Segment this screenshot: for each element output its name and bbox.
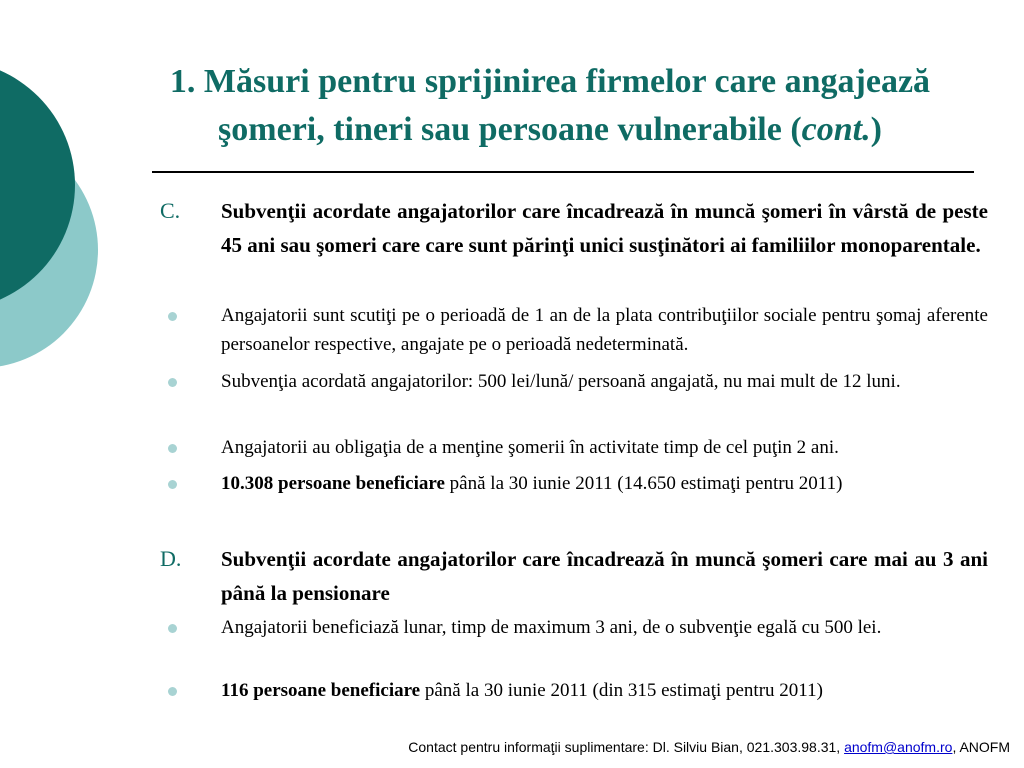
beneficiaries-count: 10.308 persoane beneficiare bbox=[221, 473, 445, 494]
footer-contact-text: Contact pentru informaţii suplimentare: Dl. Silviu Bian, 021.303.98.31, bbox=[408, 739, 845, 755]
contact-email-link[interactable]: anofm@anofm.ro bbox=[844, 739, 953, 755]
title-line-2-text: şomeri, tineri sau persoane vulnerabile ( bbox=[218, 111, 802, 148]
section-d-heading: Subvenţii acordate angajatorilor care încadrează în muncă şomeri care mai au 3 ani până la pensionare bbox=[221, 547, 988, 605]
beneficiaries-detail: până la 30 iunie 2011 (14.650 estimaţi pentru 2011) bbox=[444, 473, 843, 494]
footer-contact bbox=[408, 739, 1010, 755]
bullet-text: Angajatorii beneficiază lunar, timp de maximum 3 ani, de o subvenţie egală cu 500 lei. bbox=[221, 617, 882, 638]
title-line-2-end: ) bbox=[870, 111, 882, 148]
title-cont-italic: cont. bbox=[801, 111, 871, 148]
bullet-icon bbox=[168, 624, 177, 633]
bullet-icon bbox=[168, 312, 177, 321]
section-d-letter: D. bbox=[160, 546, 182, 571]
title-line-1: 1. Măsuri pentru sprijinirea firmelor care angajează bbox=[169, 63, 931, 100]
bullet-text: Angajatorii au obligaţia de a menţine şomerii în activitate timp de cel puţin 2 ani. bbox=[221, 437, 839, 458]
bullet-text bbox=[221, 469, 988, 498]
section-c-letter: C. bbox=[160, 198, 181, 223]
bullet-icon bbox=[168, 687, 177, 696]
bullet-text: Subvenţia acordată angajatorilor: 500 lei/lună/ persoană angajată, nu mai mult de 12 luni. bbox=[221, 371, 901, 392]
bullet-icon bbox=[168, 480, 177, 489]
section-c-heading: Subvenţii acordate angajatorilor care încadrează în muncă şomeri în vârstă de peste 45 ani sau şomeri care care sunt părinţi unici susţinători ai familiilor monoparentale. bbox=[221, 199, 988, 257]
bullet-icon bbox=[168, 378, 177, 387]
bullet-text bbox=[221, 676, 988, 705]
beneficiaries-count: 116 persoane beneficiare bbox=[221, 680, 421, 701]
bullet-icon bbox=[168, 444, 177, 453]
footer-org: , ANOFM bbox=[952, 739, 1010, 755]
beneficiaries-detail: până la 30 iunie 2011 (din 315 estimaţi pentru 2011) bbox=[420, 680, 823, 701]
bullet-text: Angajatorii sunt scutiţi pe o perioadă de 1 an de la plata contribuţiilor sociale pentru şomaj aferente persoanelor respective, angajate pe o perioadă nedeterminată. bbox=[221, 305, 988, 355]
